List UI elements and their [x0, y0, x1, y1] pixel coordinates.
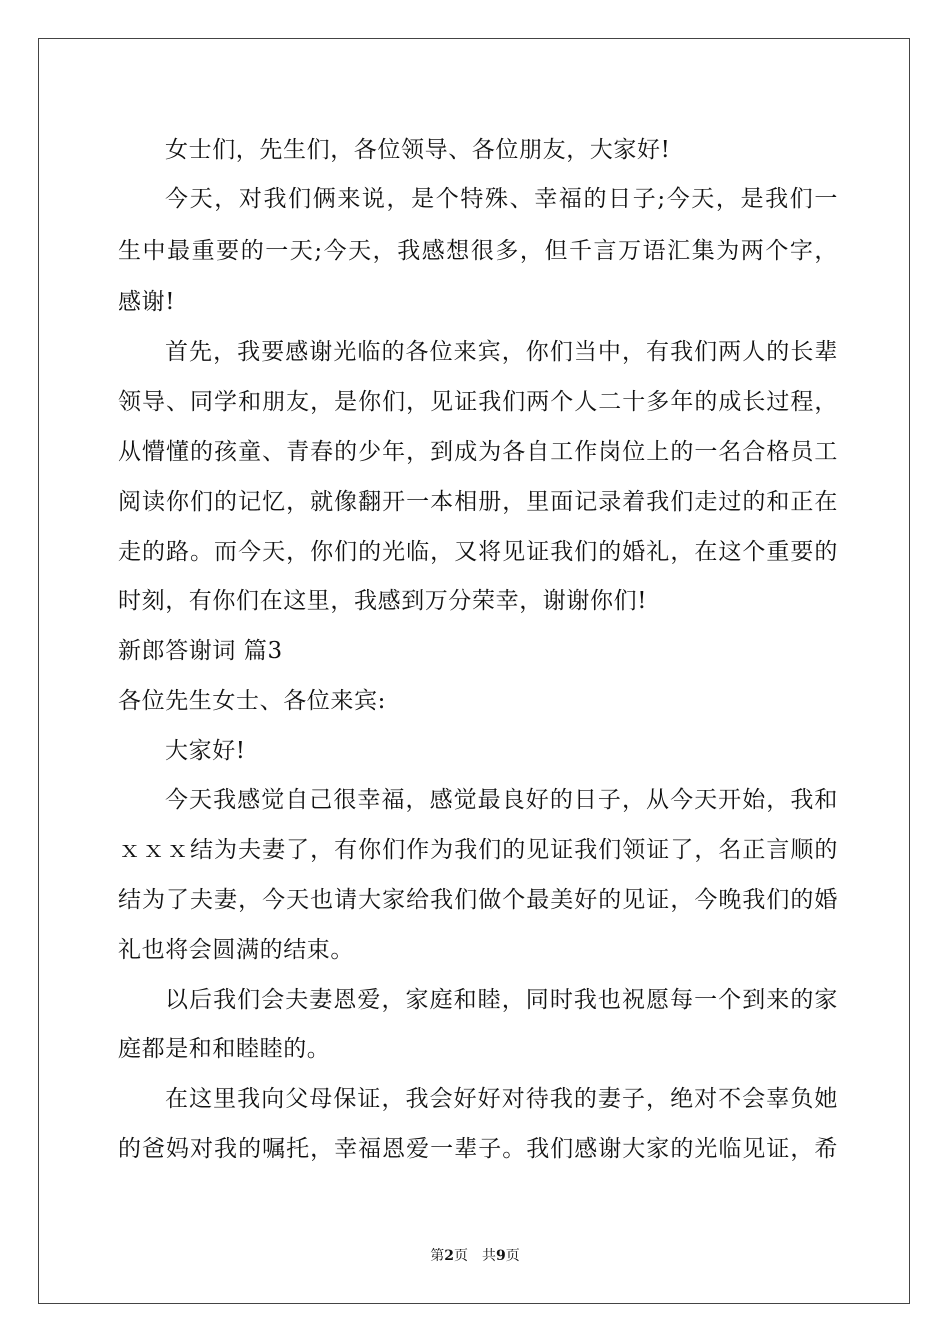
- paragraph-line-greeting: 大家好!: [165, 738, 246, 764]
- paragraph-line: 生中最重要的一天;今天，我感想很多，但千言万语汇集为两个字，: [118, 238, 838, 264]
- page-mid: 页 共: [454, 1248, 496, 1264]
- page-footer: [0, 1247, 950, 1265]
- page-prefix: 第: [430, 1248, 445, 1264]
- paragraph-line: 以后我们会夫妻恩爱，家庭和睦，同时我也祝愿每一个到来的家: [165, 987, 838, 1013]
- paragraph-line-greeting: 女士们，先生们，各位领导、各位朋友，大家好!: [165, 137, 671, 163]
- paragraph-line: 时刻，有你们在这里，我感到万分荣幸，谢谢你们!: [118, 588, 648, 614]
- paragraph-line: 阅读你们的记忆，就像翻开一本相册，里面记录着我们走过的和正在: [118, 489, 838, 515]
- paragraph-line: 走的路。而今天，你们的光临，又将见证我们的婚礼，在这个重要的: [118, 539, 838, 565]
- paragraph-line: 的爸妈对我的嘱托，幸福恩爱一辈子。我们感谢大家的光临见证，希: [118, 1136, 838, 1162]
- paragraph-line: 今天我感觉自己很幸福，感觉最良好的日子，从今天开始，我和: [165, 787, 838, 813]
- paragraph-line: 在这里我向父母保证，我会好好对待我的妻子，绝对不会辜负她: [165, 1086, 838, 1112]
- paragraph-line: 结为了夫妻，今天也请大家给我们做个最美好的见证，今晚我们的婚: [118, 887, 838, 913]
- paragraph-line: ｘｘｘ结为夫妻了，有你们作为我们的见证我们领证了，名正言顺的: [118, 837, 838, 863]
- paragraph-line: 庭都是和和睦睦的。: [118, 1036, 331, 1062]
- paragraph-line: 礼也将会圆满的结束。: [118, 937, 354, 963]
- paragraph-line: 首先，我要感谢光临的各位来宾，你们当中，有我们两人的长辈: [165, 339, 838, 365]
- page-suffix: 页: [505, 1248, 520, 1264]
- page-border: [38, 38, 910, 1304]
- page-total: 9: [496, 1248, 506, 1264]
- paragraph-line: 感谢!: [118, 289, 176, 315]
- paragraph-line: 今天，对我们俩来说，是个特殊、幸福的日子;今天，是我们一: [165, 186, 838, 212]
- section-heading: 新郎答谢词 篇3: [118, 638, 283, 664]
- paragraph-line: 从懵懂的孩童、青春的少年，到成为各自工作岗位上的一名合格员工: [118, 439, 838, 465]
- page-number: 2: [444, 1248, 454, 1264]
- paragraph-line: 领导、同学和朋友，是你们，见证我们两个人二十多年的成长过程，: [118, 389, 838, 415]
- salutation-line: 各位先生女士、各位来宾:: [118, 688, 386, 714]
